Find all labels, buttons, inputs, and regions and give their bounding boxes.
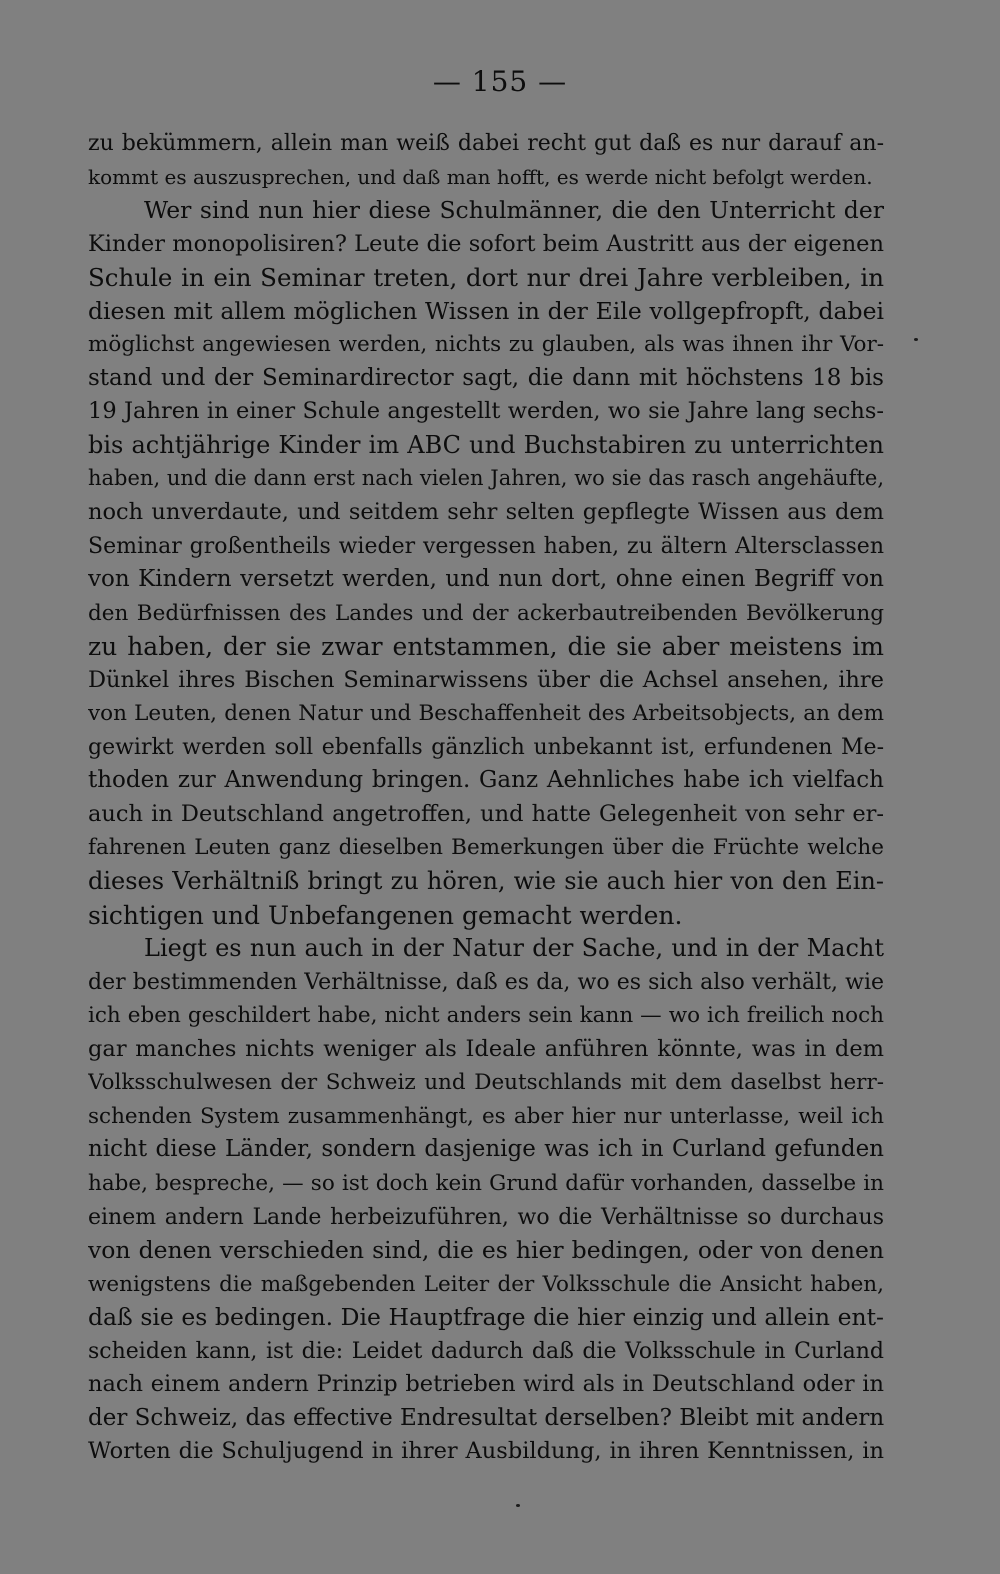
text-line: dieses Verhältniß bringt zu hören, wie sie auch hier von den Ein- [88,867,884,896]
text-line: haben, und die dann erst nach vielen Jahren, wo sie das rasch angehäufte, [88,466,884,491]
text-line: gar manches nichts weniger als Ideale anführen könnte, was in dem [88,1035,884,1062]
text-line: daß sie es bedingen. Die Hauptfrage die hier einzig und allein ent- [88,1303,884,1332]
text-line: Dünkel ihres Bischen Seminarwissens über die Achsel ansehen, ihre [88,666,884,693]
text-line: Schule in ein Seminar treten, dort nur drei Jahre verbleiben, in [88,263,884,293]
text-line: nicht diese Länder, sondern dasjenige was ich in Curland gefunden [88,1136,884,1163]
text-line: auch in Deutschland angetroffen, und hatte Gelegenheit von sehr er- [88,800,884,827]
text-line: Liegt es nun auch in der Natur der Sache, und in der Macht [144,934,884,963]
text-line: Worten die Schuljugend in ihrer Ausbildung, in ihren Kenntnissen, in [88,1438,884,1465]
text-line: schenden System zusammenhängt, es aber hier nur unterlasse, weil ich [88,1103,884,1129]
text-line: kommt es auszusprechen, und daß man hofft, es werde nicht befolgt werden. [88,164,873,189]
text-line: noch unverdaute, und seitdem sehr selten gepflegte Wissen aus dem [88,499,884,526]
text-line: fahrenen Leuten ganz dieselben Bemerkungen über die Früchte welche [88,835,884,861]
text-line: Wer sind nun hier diese Schulmänner, die den Unterricht der [144,196,884,225]
text-line: einem andern Lande herbeizuführen, wo die Verhältnisse so durchaus [88,1204,884,1230]
ink-speck [914,338,918,341]
text-line: diesen mit allem möglichen Wissen in der Eile vollgepfropft, dabei [88,296,884,325]
text-line: habe, bespreche, — so ist doch kein Grund dafür vorhanden, dasselbe in [88,1170,884,1196]
text-line: der bestimmenden Verhältnisse, daß es da, wo es sich also verhält, wie [88,969,884,995]
text-line: von Kindern versetzt werden, und nun dort, ohne einen Begriff von [88,566,884,593]
text-line: 19 Jahren in einer Schule angestellt werden, wo sie Jahre lang sechs- [88,398,884,425]
text-line: bis achtjährige Kinder im ABC und Buchstabiren zu unterrichten [88,430,884,459]
text-line: von Leuten, denen Natur und Beschaffenheit des Arbeitsobjects, an dem [88,701,884,727]
text-line: Kinder monopolisiren? Leute die sofort beim Austritt aus der eigenen [88,230,884,257]
text-line: Volksschulwesen der Schweiz und Deutschlands mit dem daselbst herr- [88,1070,884,1096]
text-line: von denen verschieden sind, die es hier bedingen, oder von denen [88,1236,884,1265]
text-line: zu bekümmern, allein man weiß dabei recht gut daß es nur darauf an- [88,131,884,156]
text-line: nach einem andern Prinzip betrieben wird als in Deutschland oder in [88,1371,884,1398]
body-text [88,127,884,1469]
text-line: scheiden kann, ist die: Leidet dadurch daß die Volksschule in Curland [88,1338,884,1364]
text-line: wenigstens die maßgebenden Leiter der Volksschule die Ansicht haben, [88,1271,884,1297]
text-line: zu haben, der sie zwar entstammen, die sie aber meistens im [88,632,884,662]
text-line: den Bedürfnissen des Landes und der ackerbautreibenden Bevölkerung [88,600,884,626]
text-line: der Schweiz, das effective Endresultat derselben? Bleibt mit andern [88,1404,884,1431]
ink-speck [516,1504,520,1507]
text-line: stand und der Seminardirector sagt, die dann mit höchstens 18 bis [88,364,884,391]
text-line: ich eben geschildert habe, nicht anders sein kann — wo ich freilich noch [88,1003,884,1029]
text-line: Seminar großentheils wieder vergessen haben, zu ältern Altersclassen [88,533,884,559]
text-line: möglichst angewiesen werden, nichts zu glauben, als was ihnen ihr Vor- [88,332,884,358]
page-number: — 155 — [432,65,568,98]
text-line: thoden zur Anwendung bringen. Ganz Aehnliches habe ich vielfach [88,767,884,794]
text-line: sichtigen und Unbefangenen gemacht werden. [88,900,683,930]
text-line: gewirkt werden soll ebenfalls gänzlich unbekannt ist, erfundenen Me- [88,734,884,760]
